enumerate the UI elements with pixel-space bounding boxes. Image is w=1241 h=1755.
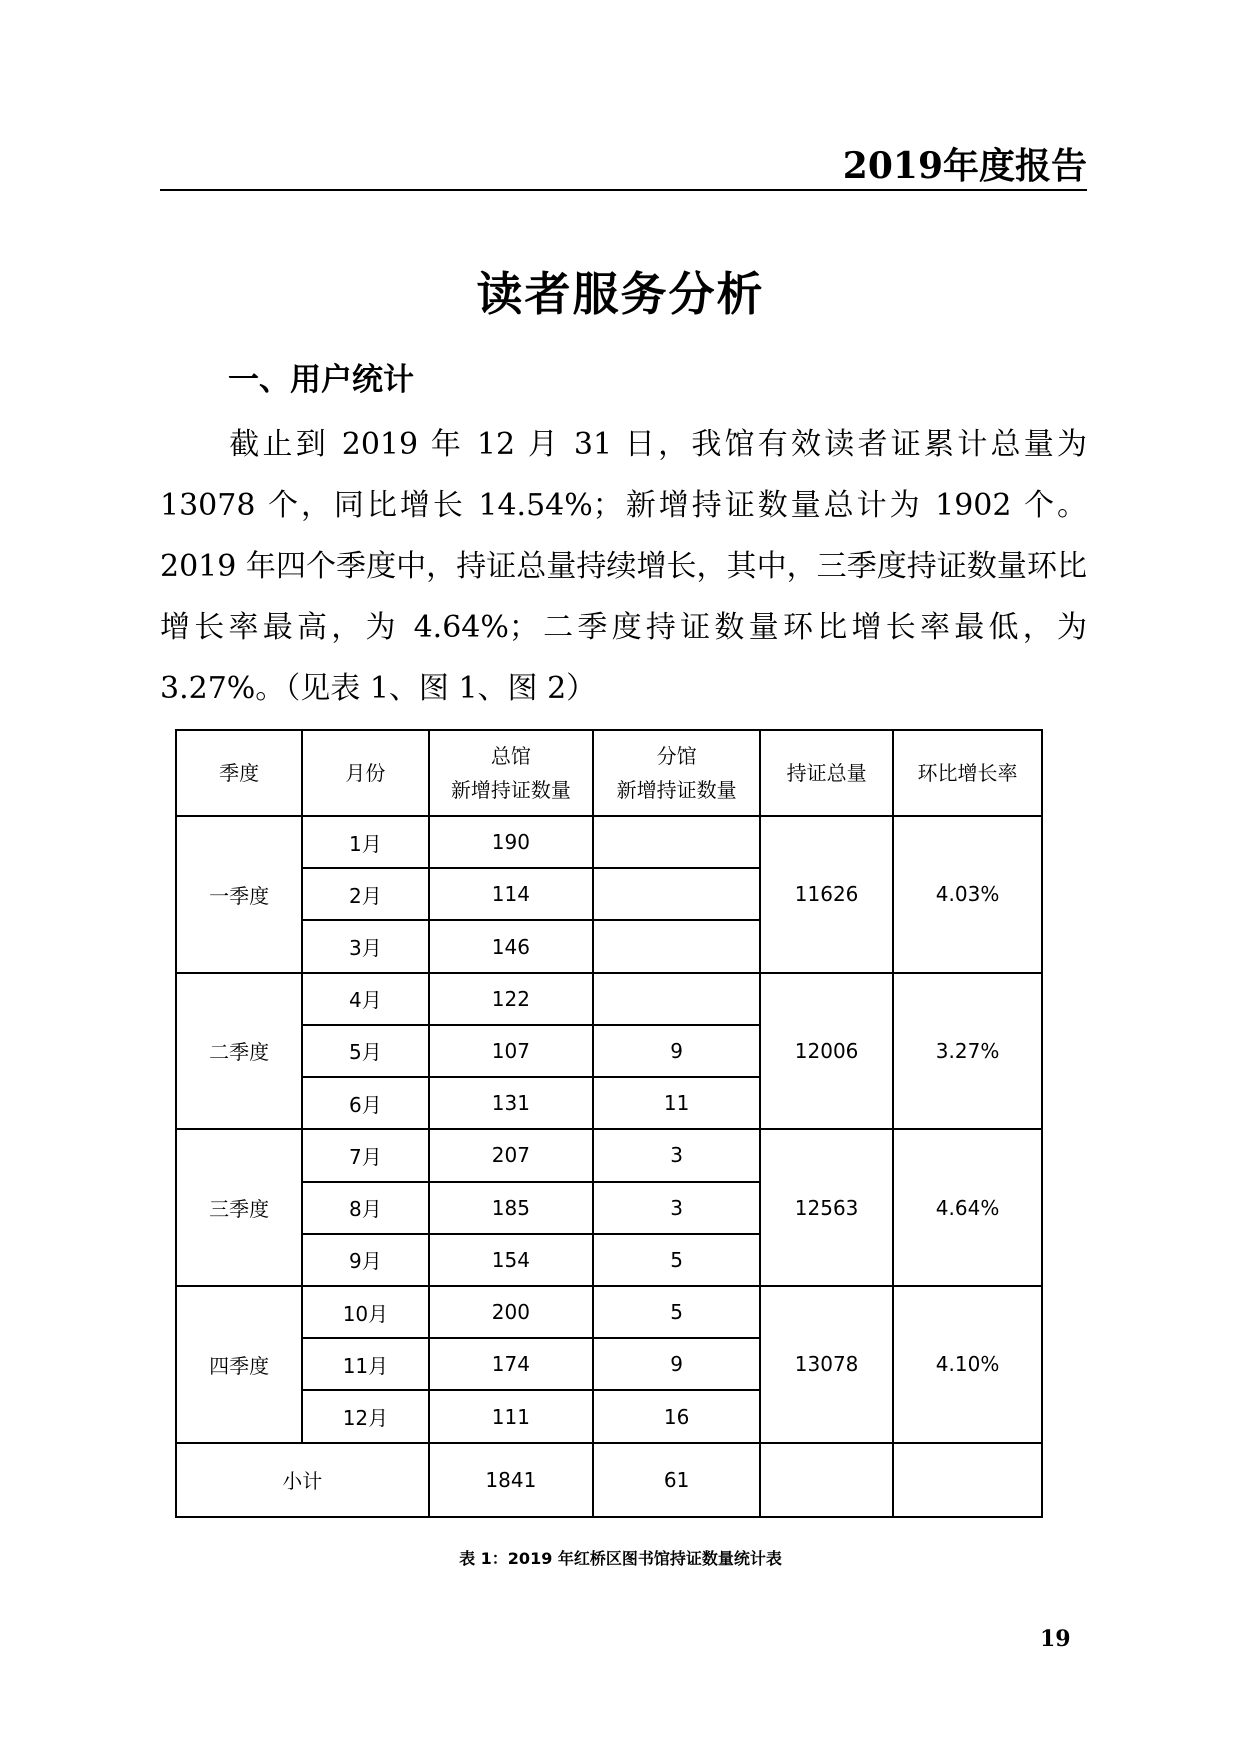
subtotal-branch: 61 xyxy=(593,1443,760,1517)
quarter-cell: 二季度 xyxy=(176,973,302,1130)
growth-cell: 4.03% xyxy=(893,816,1042,973)
month-cell: 3月 xyxy=(302,920,428,972)
main-new-cell: 174 xyxy=(429,1338,594,1390)
month-cell: 6月 xyxy=(302,1077,428,1129)
subtotal-total xyxy=(760,1443,893,1517)
total-cell: 12006 xyxy=(760,973,893,1130)
month-cell: 7月 xyxy=(302,1129,428,1181)
total-cell: 12563 xyxy=(760,1129,893,1286)
main-new-cell: 111 xyxy=(429,1390,594,1442)
main-new-cell: 200 xyxy=(429,1286,594,1338)
running-header: 2019年度报告 xyxy=(842,145,1087,187)
subtotal-growth xyxy=(893,1443,1042,1517)
subtotal-label: 小计 xyxy=(176,1443,429,1517)
main-new-cell: 154 xyxy=(429,1234,594,1286)
month-cell: 8月 xyxy=(302,1182,428,1234)
main-new-cell: 146 xyxy=(429,920,594,972)
branch-new-cell: 9 xyxy=(593,1338,760,1390)
paragraph-text: 截止到 2019 年 12 月 31 日，我馆有效读者证累计总量为 13078 个，同比增长 14.54%；新增持证数量总计为 1902 个。2019 年四个季度中，持证总量持续增长，其中，三季度持证数量环比增长率最高，为 4.64%；二季度持证数量环比增长率最低，为 3.27%。（见表 1、图 1、图 2） xyxy=(160,427,1087,706)
table-row xyxy=(176,816,1042,868)
month-cell: 2月 xyxy=(302,868,428,920)
header-total: 持证总量 xyxy=(760,730,893,816)
month-cell: 12月 xyxy=(302,1390,428,1442)
branch-new-cell xyxy=(593,868,760,920)
branch-new-cell: 11 xyxy=(593,1077,760,1129)
header-main-line1: 总馆 xyxy=(490,744,531,768)
page-number: 19 xyxy=(1040,1626,1071,1652)
main-new-cell: 131 xyxy=(429,1077,594,1129)
header-branch-line2: 新增持证数量 xyxy=(616,778,737,802)
main-new-cell: 107 xyxy=(429,1025,594,1077)
subtotal-main: 1841 xyxy=(429,1443,594,1517)
table-body xyxy=(176,816,1042,1517)
header-branch-line1: 分馆 xyxy=(656,744,697,768)
statistics-table xyxy=(175,729,1043,1518)
header-branch-new xyxy=(593,730,760,816)
total-cell: 13078 xyxy=(760,1286,893,1443)
header-main-new xyxy=(429,730,594,816)
growth-cell: 4.64% xyxy=(893,1129,1042,1286)
main-new-cell: 185 xyxy=(429,1182,594,1234)
section-heading: 一、用户统计 xyxy=(228,362,414,398)
month-cell: 11月 xyxy=(302,1338,428,1390)
branch-new-cell: 3 xyxy=(593,1182,760,1234)
table-caption: 表 1：2019 年红桥区图书馆持证数量统计表 xyxy=(459,1549,782,1568)
main-new-cell: 190 xyxy=(429,816,594,868)
main-new-cell: 114 xyxy=(429,868,594,920)
table-header-row xyxy=(176,730,1042,816)
growth-cell: 4.10% xyxy=(893,1286,1042,1443)
quarter-cell: 三季度 xyxy=(176,1129,302,1286)
branch-new-cell: 9 xyxy=(593,1025,760,1077)
page-title: 读者服务分析 xyxy=(476,267,765,321)
branch-new-cell xyxy=(593,816,760,868)
table-row xyxy=(176,973,1042,1025)
month-cell: 9月 xyxy=(302,1234,428,1286)
body-paragraph xyxy=(160,414,1087,719)
growth-cell: 3.27% xyxy=(893,973,1042,1130)
branch-new-cell: 16 xyxy=(593,1390,760,1442)
total-cell: 11626 xyxy=(760,816,893,973)
month-cell: 5月 xyxy=(302,1025,428,1077)
branch-new-cell xyxy=(593,920,760,972)
branch-new-cell xyxy=(593,973,760,1025)
header-rule xyxy=(160,189,1087,191)
month-cell: 4月 xyxy=(302,973,428,1025)
branch-new-cell: 5 xyxy=(593,1286,760,1338)
table-row xyxy=(176,1129,1042,1181)
table-row xyxy=(176,1286,1042,1338)
header-main-line2: 新增持证数量 xyxy=(450,778,571,802)
header-quarter: 季度 xyxy=(176,730,302,816)
header-growth: 环比增长率 xyxy=(893,730,1042,816)
branch-new-cell: 5 xyxy=(593,1234,760,1286)
month-cell: 1月 xyxy=(302,816,428,868)
main-new-cell: 207 xyxy=(429,1129,594,1181)
main-new-cell: 122 xyxy=(429,973,594,1025)
header-month: 月份 xyxy=(302,730,428,816)
quarter-cell: 四季度 xyxy=(176,1286,302,1443)
branch-new-cell: 3 xyxy=(593,1129,760,1181)
subtotal-row xyxy=(176,1443,1042,1517)
month-cell: 10月 xyxy=(302,1286,428,1338)
quarter-cell: 一季度 xyxy=(176,816,302,973)
